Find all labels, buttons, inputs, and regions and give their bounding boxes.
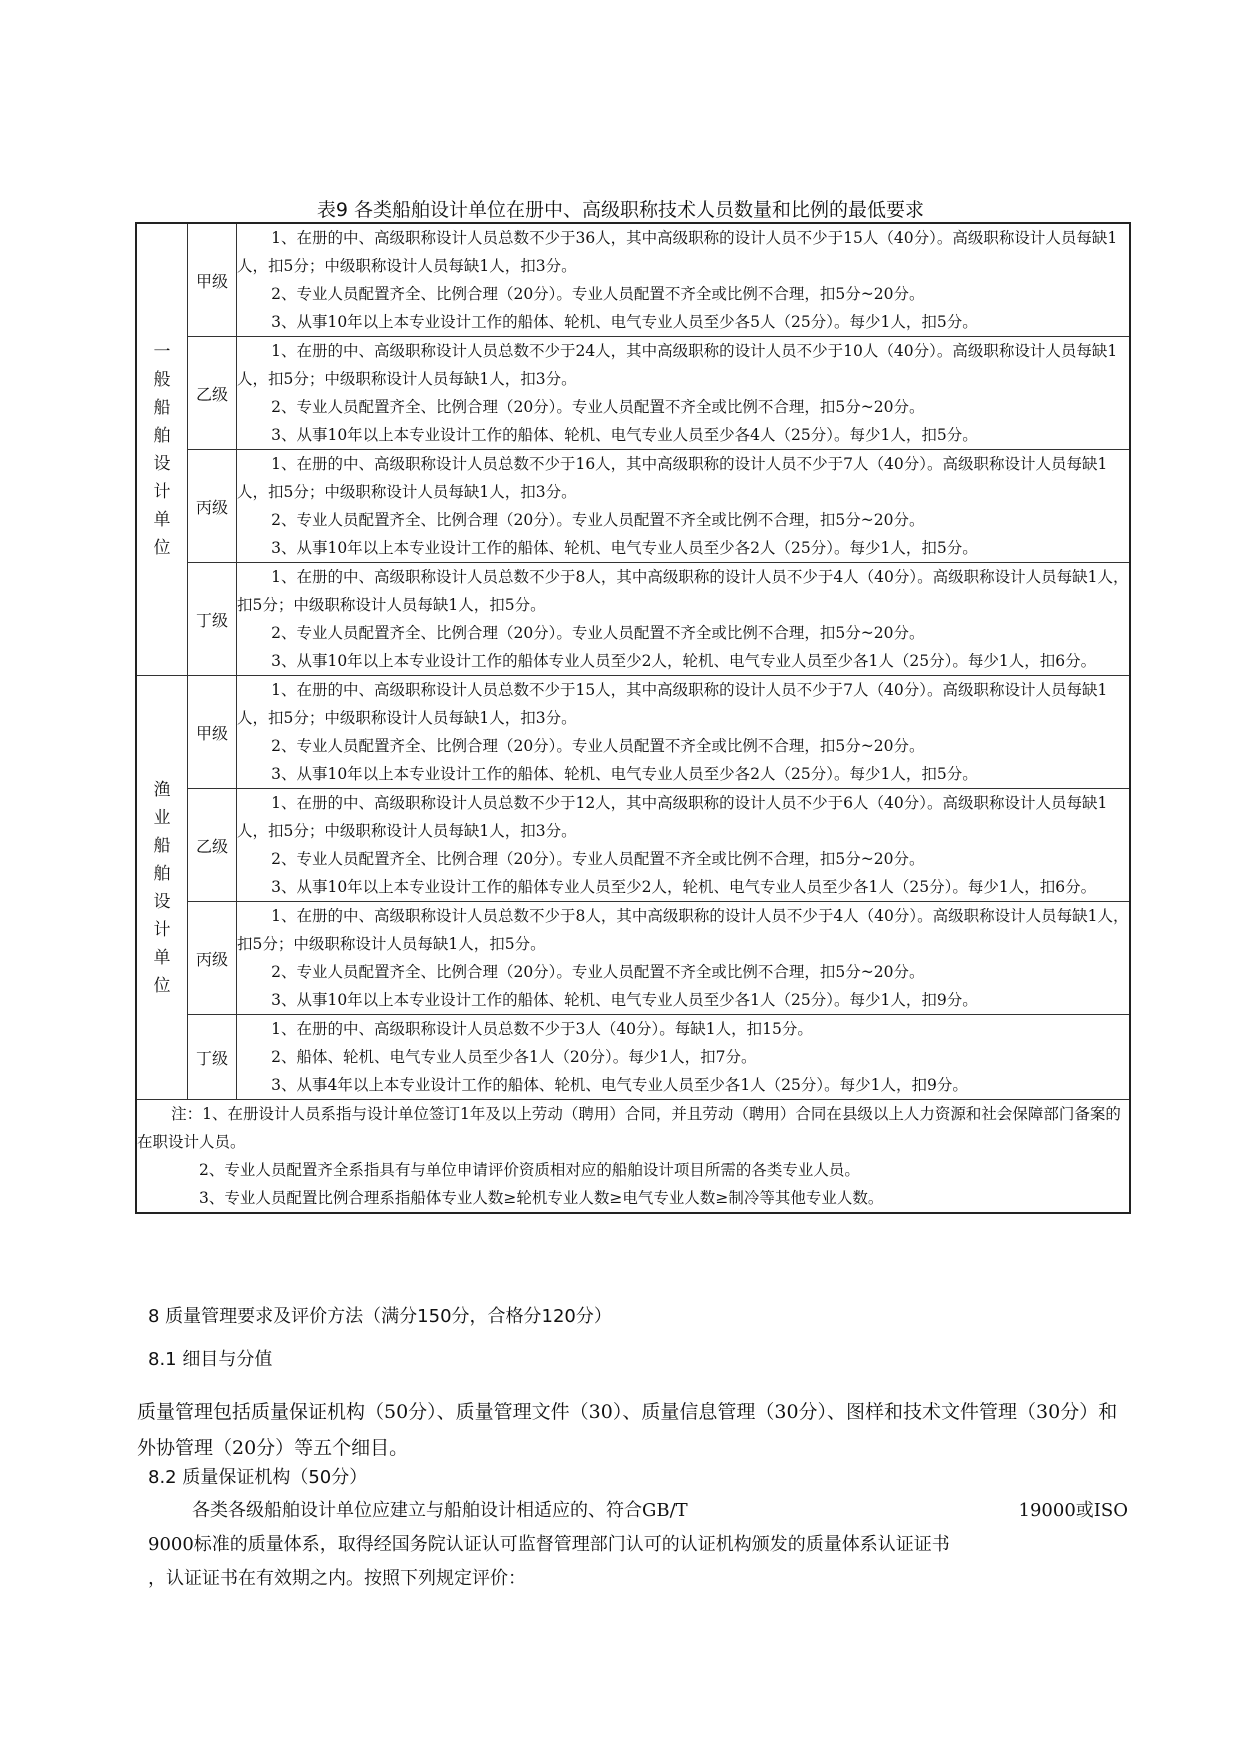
paragraph-text: 19000或ISO <box>1018 1500 1128 1521</box>
requirement-line: 1、在册的中、高级职称设计人员总数不少于15人，其中高级职称的设计人员不少于7人（40分）。高级职称设计人员每缺1人，扣5分；中级职称设计人员每缺1人，扣3分。 <box>237 681 1108 727</box>
requirement-line: 3、从事10年以上本专业设计工作的船体、轮机、电气专业人员至少各2人（25分）。每少1人，扣5分。 <box>271 765 978 783</box>
requirement-line: 2、船体、轮机、电气专业人员至少各1人（20分）。每少1人，扣7分。 <box>271 1048 757 1066</box>
table-row <box>136 450 1130 563</box>
requirement-line: 3、从事10年以上本专业设计工作的船体专业人员至少2人，轮机、电气专业人员至少各1人（25分）。每少1人，扣6分。 <box>271 878 1097 896</box>
grade-cell: 丁级 <box>188 563 237 676</box>
table-row <box>136 337 1130 450</box>
section-8-1-paragraph: 质量管理包括质量保证机构（50分）、质量管理文件（30）、质量信息管理（30分）、图样和技术文件管理（30分）和外协管理（20分）等五个细目。 <box>137 1401 1118 1459</box>
section-8-heading: 8 质量管理要求及评价方法（满分150分，合格分120分） <box>148 1306 612 1327</box>
category-label: 渔业船舶设计单位 <box>153 779 171 996</box>
requirement-cell <box>237 563 1131 676</box>
section-8-2-paragraph <box>148 1494 1128 1596</box>
requirement-line: 1、在册的中、高级职称设计人员总数不少于3人（40分）。每缺1人，扣15分。 <box>271 1020 813 1038</box>
requirement-line: 3、从事10年以上本专业设计工作的船体、轮机、电气专业人员至少各4人（25分）。每少1人，扣5分。 <box>271 426 978 444</box>
section-8-2-heading: 8.2 质量保证机构（50分） <box>148 1467 368 1488</box>
paragraph-line <box>148 1494 1128 1528</box>
requirement-line: 2、专业人员配置齐全、比例合理（20分）。专业人员配置不齐全或比例不合理，扣5分~20分。 <box>271 963 925 981</box>
table-title: 表9 各类船舶设计单位在册中、高级职称技术人员数量和比例的最低要求 <box>316 199 925 221</box>
requirement-cell <box>237 902 1131 1015</box>
requirement-cell <box>237 450 1131 563</box>
requirement-cell <box>237 1015 1131 1100</box>
requirement-line: 2、专业人员配置齐全、比例合理（20分）。专业人员配置不齐全或比例不合理，扣5分~20分。 <box>271 850 925 868</box>
requirement-line: 2、专业人员配置齐全、比例合理（20分）。专业人员配置不齐全或比例不合理，扣5分~20分。 <box>271 737 925 755</box>
section-8-1-heading: 8.1 细目与分值 <box>148 1349 273 1370</box>
grade-cell: 丙级 <box>188 450 237 563</box>
requirements-table <box>135 222 1131 1214</box>
requirement-line: 1、在册的中、高级职称设计人员总数不少于24人，其中高级职称的设计人员不少于10人（40分）。高级职称设计人员每缺1人，扣5分；中级职称设计人员每缺1人，扣3分。 <box>237 342 1118 388</box>
requirement-line: 1、在册的中、高级职称设计人员总数不少于8人，其中高级职称的设计人员不少于4人（40分）。高级职称设计人员每缺1人，扣5分；中级职称设计人员每缺1人，扣5分。 <box>237 907 1129 953</box>
requirement-cell <box>237 676 1131 789</box>
note-line: 3、专业人员配置比例合理系指船体专业人数≥轮机专业人数≥电气专业人数≥制冷等其他专业人数。 <box>199 1189 884 1207</box>
grade-cell: 丁级 <box>188 1015 237 1100</box>
requirement-cell <box>237 337 1131 450</box>
paragraph-line: 9000标准的质量体系，取得经国务院认证认可监督管理部门认可的认证机构颁发的质量体系认证证书 <box>148 1534 950 1555</box>
requirement-line: 2、专业人员配置齐全、比例合理（20分）。专业人员配置不齐全或比例不合理，扣5分~20分。 <box>271 398 925 416</box>
notes-cell <box>136 1100 1130 1214</box>
requirement-cell <box>237 223 1131 337</box>
requirement-line: 2、专业人员配置齐全、比例合理（20分）。专业人员配置不齐全或比例不合理，扣5分~20分。 <box>271 511 925 529</box>
requirement-line: 1、在册的中、高级职称设计人员总数不少于8人，其中高级职称的设计人员不少于4人（40分）。高级职称设计人员每缺1人，扣5分；中级职称设计人员每缺1人，扣5分。 <box>237 568 1129 614</box>
requirement-line: 2、专业人员配置齐全、比例合理（20分）。专业人员配置不齐全或比例不合理，扣5分~20分。 <box>271 285 925 303</box>
table-row <box>136 902 1130 1015</box>
requirement-line: 3、从事10年以上本专业设计工作的船体、轮机、电气专业人员至少各1人（25分）。每少1人，扣9分。 <box>271 991 978 1009</box>
category-label: 一般船舶设计单位 <box>153 341 171 558</box>
requirement-line: 3、从事10年以上本专业设计工作的船体、轮机、电气专业人员至少各5人（25分）。每少1人，扣5分。 <box>271 313 978 331</box>
requirement-line: 3、从事4年以上本专业设计工作的船体、轮机、电气专业人员至少各1人（25分）。每少1人，扣9分。 <box>271 1076 968 1094</box>
table-row <box>136 789 1130 902</box>
category-cell <box>136 223 188 676</box>
requirement-line: 3、从事10年以上本专业设计工作的船体、轮机、电气专业人员至少各2人（25分）。每少1人，扣5分。 <box>271 539 978 557</box>
requirement-line: 1、在册的中、高级职称设计人员总数不少于16人，其中高级职称的设计人员不少于7人（40分）。高级职称设计人员每缺1人，扣5分；中级职称设计人员每缺1人，扣3分。 <box>237 455 1108 501</box>
requirement-cell <box>237 789 1131 902</box>
paragraph-line: ，认证证书在有效期之内。按照下列规定评价： <box>148 1568 526 1589</box>
requirement-line: 3、从事10年以上本专业设计工作的船体专业人员至少2人，轮机、电气专业人员至少各1人（25分）。每少1人，扣6分。 <box>271 652 1097 670</box>
table-row <box>136 676 1130 789</box>
grade-cell: 甲级 <box>188 223 237 337</box>
grade-cell: 乙级 <box>188 789 237 902</box>
category-cell <box>136 676 188 1100</box>
grade-cell: 乙级 <box>188 337 237 450</box>
note-line: 注：1、在册设计人员系指与设计单位签订1年及以上劳动（聘用）合同，并且劳动（聘用）合同在县级以上人力资源和社会保障部门备案的在职设计人员。 <box>137 1105 1121 1151</box>
paragraph-text: 各类各级船舶设计单位应建立与船舶设计相适应的、符合GB/T <box>192 1500 688 1521</box>
table-row <box>136 1015 1130 1100</box>
requirement-line: 1、在册的中、高级职称设计人员总数不少于36人，其中高级职称的设计人员不少于15人（40分）。高级职称设计人员每缺1人，扣5分；中级职称设计人员每缺1人，扣3分。 <box>237 229 1118 275</box>
table-row <box>136 563 1130 676</box>
requirement-line: 2、专业人员配置齐全、比例合理（20分）。专业人员配置不齐全或比例不合理，扣5分~20分。 <box>271 624 925 642</box>
notes-row <box>136 1100 1130 1214</box>
grade-cell: 丙级 <box>188 902 237 1015</box>
table-row <box>136 223 1130 337</box>
grade-cell: 甲级 <box>188 676 237 789</box>
requirement-line: 1、在册的中、高级职称设计人员总数不少于12人，其中高级职称的设计人员不少于6人（40分）。高级职称设计人员每缺1人，扣5分；中级职称设计人员每缺1人，扣3分。 <box>237 794 1108 840</box>
note-line: 2、专业人员配置齐全系指具有与单位申请评价资质相对应的船舶设计项目所需的各类专业人员。 <box>199 1161 860 1179</box>
